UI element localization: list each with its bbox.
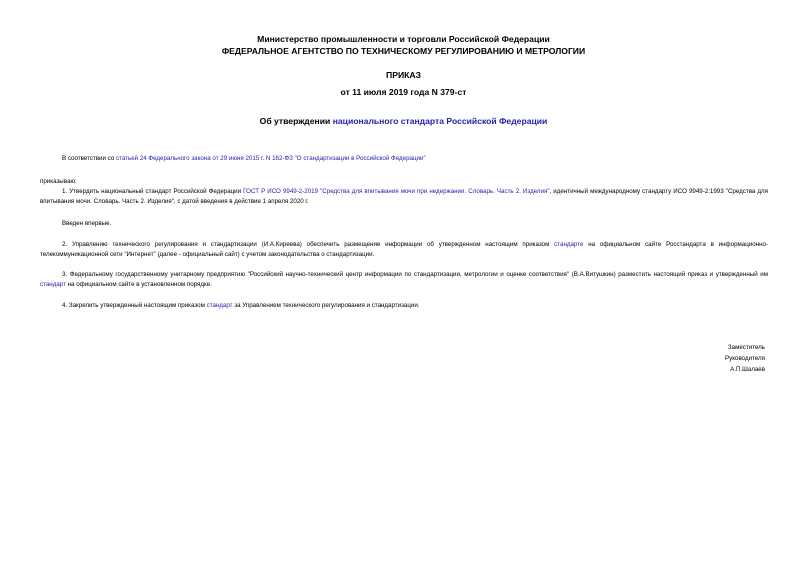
signature-position-line2: Руководителя (725, 355, 765, 362)
item-3-paragraph (40, 270, 768, 290)
signature-name: А.П.Шалаев (730, 366, 765, 373)
title-prefix: Об утверждении (259, 116, 333, 126)
signature-block (725, 342, 765, 375)
item-4-text-after: за Управлением технического регулирования и стандартизации. (232, 302, 420, 309)
document-date-number: от 11 июля 2019 года N 379-ст (340, 87, 467, 97)
item-2-text-after: на официальном сайте Росстандарта в информационно-телекоммуникационной сети "Интернет" (далее - официальный сайт) с учетом законодательства о стандартизации. (40, 241, 768, 258)
item-4-paragraph (62, 301, 420, 311)
item-3-text-after: на официальном сайте в установленном порядке. (65, 281, 212, 288)
agency-heading: ФЕДЕРАЛЬНОЕ АГЕНТСТВО ПО ТЕХНИЧЕСКОМУ РЕГУЛИРОВАНИЮ И МЕТРОЛОГИИ (221, 46, 586, 56)
item-4-text: 4. Закрепить утвержденный настоящим приказом (62, 302, 207, 309)
item-3-standard-link[interactable]: стандарт (40, 281, 66, 288)
document-title (0, 116, 807, 126)
item-1-paragraph (40, 187, 768, 207)
federal-law-link[interactable]: статьей 24 Федерального закона от 29 июня 2015 г. N 162-ФЗ "О стандартизации в Российской Федерации" (115, 155, 426, 162)
item-3-text: 3. Федеральному государственному унитарному предприятию "Российский научно-технический центр информации по стандартизации, метрологии и оценке соответствия" (В.А.Витушкин) разместить настоящий приказ и утвержденный им (62, 271, 768, 278)
ministry-heading: Министерство промышленности и торговли Российской Федерации (257, 34, 550, 44)
gost-standard-link[interactable]: ГОСТ Р ИСО 9949-2-2019 "Средства для впитывания мочи при недержании. Словарь. Часть 2. Изделия" (243, 188, 550, 195)
item-1-text-after: , идентичный международному стандарту ИСО 9949-2:1993 "Средства для впитывания мочи. Словарь. Часть 2. Изделия", с датой введения в действие 1 апреля 2020 г. (40, 188, 768, 205)
item-4-standard-link[interactable]: стандарт (206, 302, 233, 309)
introduced-note: Введен впервые. (62, 220, 112, 227)
item-2-standard-link[interactable]: стандарте (554, 241, 584, 248)
document-type: ПРИКАЗ (386, 70, 421, 80)
national-standard-link[interactable]: национального стандарта Российской Федерации (332, 116, 548, 126)
preamble-text: В соответствии со (62, 155, 116, 162)
item-1-text: 1. Утвердить национальный стандарт Российской Федерации (62, 188, 244, 195)
item-2-paragraph (40, 240, 768, 260)
preamble-paragraph (62, 154, 426, 164)
item-2-text: 2. Управлению технического регулирования и стандартизации (И.А.Киреева) обеспечить размещение информации об утвержденном настоящим приказом (62, 241, 555, 248)
order-word: приказываю: (40, 178, 77, 185)
signature-position-line1: Заместитель (727, 344, 765, 351)
